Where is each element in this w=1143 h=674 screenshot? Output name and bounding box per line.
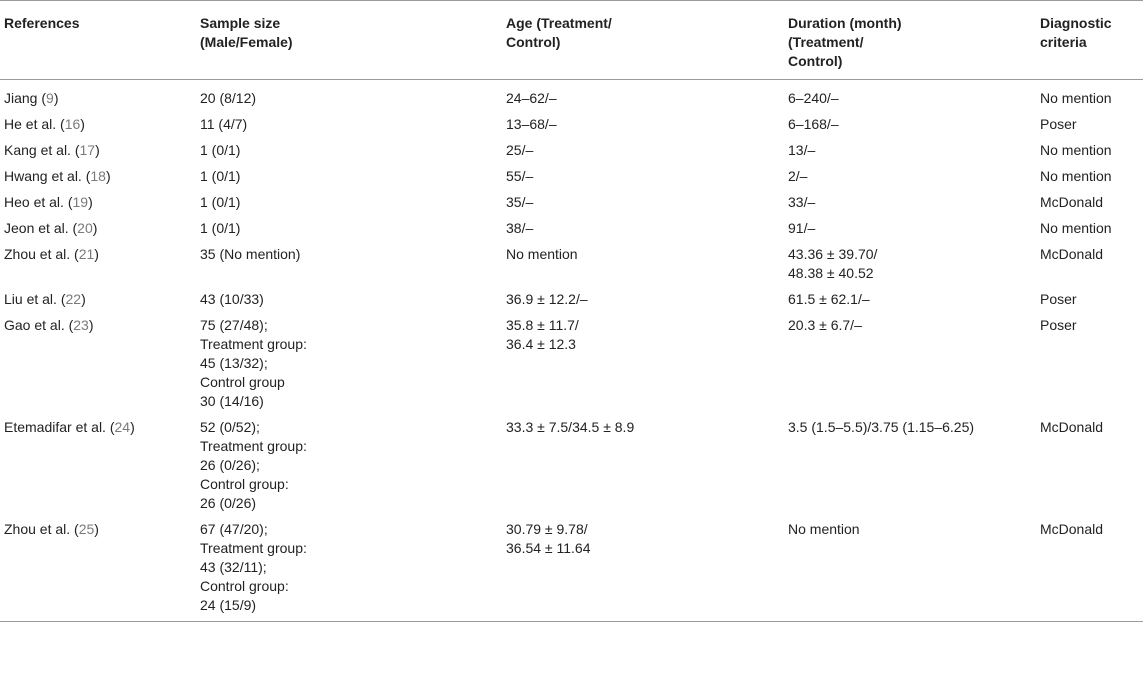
header-diagnostic-criteria bbox=[1036, 1, 1143, 80]
cell-duration bbox=[784, 112, 1036, 138]
reference-citation-link[interactable]: 16 bbox=[64, 116, 81, 132]
cell-diagnostic-criteria: No mention bbox=[1040, 168, 1112, 184]
reference-citation-link[interactable]: 22 bbox=[65, 291, 82, 307]
reference-citation-link[interactable]: 20 bbox=[77, 220, 93, 236]
cell-age bbox=[502, 216, 784, 242]
cell-age-line: 55/– bbox=[506, 168, 534, 184]
header-line: Control) bbox=[506, 34, 561, 50]
cell-duration bbox=[784, 164, 1036, 190]
cell-age-line: 38/– bbox=[506, 220, 534, 236]
cell-age-line: 24–62/– bbox=[506, 90, 557, 106]
cell-sample-size bbox=[196, 164, 502, 190]
reference-citation-link[interactable]: 18 bbox=[90, 168, 106, 184]
reference-citation-link[interactable]: 9 bbox=[46, 90, 54, 106]
cell-reference bbox=[0, 216, 196, 242]
cell-duration bbox=[784, 287, 1036, 313]
table-body bbox=[0, 80, 1143, 622]
cell-sample-size bbox=[196, 415, 502, 517]
cell-sample-size-line: Treatment group: bbox=[200, 336, 307, 352]
cell-sample-size bbox=[196, 80, 502, 112]
cell-duration bbox=[784, 242, 1036, 287]
header-line: (Treatment/ bbox=[788, 34, 864, 50]
header-line: criteria bbox=[1040, 34, 1087, 50]
reference-citation-link[interactable]: 17 bbox=[79, 142, 96, 158]
reference-author: Hwang et al. ( bbox=[4, 168, 91, 184]
header-line: References bbox=[4, 15, 80, 31]
table-row bbox=[0, 242, 1143, 287]
reference-citation-link[interactable]: 21 bbox=[78, 246, 95, 262]
cell-duration-line: No mention bbox=[788, 521, 860, 537]
reference-close-paren: ) bbox=[88, 194, 93, 210]
reference-close-paren: ) bbox=[81, 291, 86, 307]
reference-citation-link[interactable]: 25 bbox=[78, 521, 95, 537]
cell-reference bbox=[0, 190, 196, 216]
reference-author: Etemadifar et al. ( bbox=[4, 419, 115, 435]
reference-close-paren: ) bbox=[88, 317, 94, 333]
cell-sample-size-line: Control group bbox=[200, 374, 285, 390]
cell-duration bbox=[784, 80, 1036, 112]
cell-sample-size-line: 75 (27/48); bbox=[200, 317, 268, 333]
cell-duration-line: 13/– bbox=[788, 142, 816, 158]
table-row bbox=[0, 415, 1143, 517]
cell-diagnostic-criteria: No mention bbox=[1040, 142, 1112, 158]
cell-sample-size-line: 30 (14/16) bbox=[200, 393, 264, 409]
cell-age-line: No mention bbox=[506, 246, 578, 262]
cell-age-line: 35/– bbox=[506, 194, 534, 210]
reference-close-paren: ) bbox=[53, 90, 59, 106]
cell-age-line: 25/– bbox=[506, 142, 534, 158]
reference-author: Jeon et al. ( bbox=[4, 220, 78, 236]
header-line: Sample size bbox=[200, 15, 281, 31]
table-row bbox=[0, 112, 1143, 138]
reference-author: Jiang ( bbox=[4, 90, 47, 106]
cell-sample-size-line: 52 (0/52); bbox=[200, 419, 260, 435]
cell-reference bbox=[0, 517, 196, 622]
table-row bbox=[0, 216, 1143, 242]
cell-sample-size bbox=[196, 242, 502, 287]
cell-sample-size-line: 1 (0/1) bbox=[200, 168, 241, 184]
table-row bbox=[0, 517, 1143, 622]
cell-reference bbox=[0, 80, 196, 112]
cell-diagnostic-criteria: No mention bbox=[1040, 90, 1112, 106]
cell-reference bbox=[0, 112, 196, 138]
cell-sample-size-line: 20 (8/12) bbox=[200, 90, 257, 106]
cell-age bbox=[502, 80, 784, 112]
cell-duration bbox=[784, 216, 1036, 242]
header-line: Control) bbox=[788, 53, 843, 69]
cell-sample-size-line: 24 (15/9) bbox=[200, 597, 257, 613]
cell-duration-line: 6–240/– bbox=[788, 90, 839, 106]
reference-close-paren: ) bbox=[80, 116, 85, 132]
cell-diagnostic-criteria: McDonald bbox=[1040, 246, 1104, 262]
cell-sample-size-line: Treatment group: bbox=[200, 438, 307, 454]
cell-sample-size bbox=[196, 190, 502, 216]
cell-duration-line: 48.38 ± 40.52 bbox=[788, 265, 874, 281]
cell-duration bbox=[784, 517, 1036, 622]
cell-age-line: 35.8 ± 11.7/ bbox=[506, 317, 579, 333]
cell-age bbox=[502, 287, 784, 313]
header-age bbox=[502, 1, 784, 80]
reference-author: Kang et al. ( bbox=[4, 142, 80, 158]
header-duration bbox=[784, 1, 1036, 80]
cell-sample-size bbox=[196, 313, 502, 415]
cell-duration-line: 2/– bbox=[788, 168, 808, 184]
cell-diagnostic-criteria: McDonald bbox=[1040, 194, 1104, 210]
cell-reference bbox=[0, 415, 196, 517]
cell-sample-size bbox=[196, 216, 502, 242]
cell-age-line: 30.79 ± 9.78/ bbox=[506, 521, 588, 537]
header-sample-size bbox=[196, 1, 502, 80]
cell-duration-line: 43.36 ± 39.70/ bbox=[788, 246, 878, 262]
reference-author: He et al. ( bbox=[4, 116, 65, 132]
table-row bbox=[0, 313, 1143, 415]
reference-close-paren: ) bbox=[94, 521, 99, 537]
table-row bbox=[0, 138, 1143, 164]
cell-duration-line: 61.5 ± 62.1/– bbox=[788, 291, 870, 307]
cell-diagnostic-criteria: McDonald bbox=[1036, 517, 1143, 622]
cell-diagnostic-criteria: No mention bbox=[1040, 220, 1112, 236]
cell-duration-line: 3.5 (1.5–5.5)/3.75 (1.15–6.25) bbox=[788, 419, 975, 435]
cell-duration-line: 91/– bbox=[788, 220, 816, 236]
cell-age bbox=[502, 415, 784, 517]
cell-diagnostic-criteria: Poser bbox=[1040, 116, 1077, 132]
reference-citation-link[interactable]: 23 bbox=[73, 317, 89, 333]
cell-diagnostic-criteria: Poser bbox=[1040, 291, 1077, 307]
reference-close-paren: ) bbox=[94, 246, 99, 262]
cell-sample-size-line: Treatment group: bbox=[200, 540, 307, 556]
cell-age bbox=[502, 112, 784, 138]
cell-sample-size-line: 11 (4/7) bbox=[200, 116, 248, 132]
cell-age-line: 36.4 ± 12.3 bbox=[506, 336, 576, 352]
header-line: (Male/Female) bbox=[200, 34, 293, 50]
table-header-row bbox=[0, 1, 1143, 80]
cell-reference bbox=[0, 242, 196, 287]
cell-reference bbox=[0, 287, 196, 313]
header-references bbox=[0, 1, 196, 80]
table-row bbox=[0, 80, 1143, 112]
cell-age bbox=[502, 190, 784, 216]
reference-citation-link[interactable]: 19 bbox=[72, 194, 89, 210]
header-line: Age (Treatment/ bbox=[506, 15, 612, 31]
cell-age-line: 33.3 ± 7.5/34.5 ± 8.9 bbox=[506, 419, 635, 435]
cell-sample-size-line: 43 (32/11); bbox=[200, 559, 267, 575]
reference-author: Zhou et al. ( bbox=[4, 246, 79, 262]
header-line: Diagnostic bbox=[1040, 15, 1112, 31]
reference-author: Zhou et al. ( bbox=[4, 521, 79, 537]
cell-sample-size-line: 1 (0/1) bbox=[200, 142, 241, 158]
cell-sample-size-line: 1 (0/1) bbox=[200, 194, 241, 210]
reference-author: Heo et al. ( bbox=[4, 194, 73, 210]
cell-duration bbox=[784, 138, 1036, 164]
cell-sample-size bbox=[196, 138, 502, 164]
cell-sample-size-line: 67 (47/20); bbox=[200, 521, 268, 537]
reference-close-paren: ) bbox=[105, 168, 111, 184]
cell-reference bbox=[0, 164, 196, 190]
cell-duration bbox=[784, 415, 1036, 517]
cell-sample-size-line: 26 (0/26); bbox=[200, 457, 260, 473]
cell-duration bbox=[784, 190, 1036, 216]
cell-sample-size bbox=[196, 517, 502, 622]
cell-age-line: 13–68/– bbox=[506, 116, 557, 132]
cell-sample-size bbox=[196, 287, 502, 313]
reference-author: Liu et al. ( bbox=[4, 291, 66, 307]
cell-sample-size-line: 35 (No mention) bbox=[200, 246, 301, 262]
cell-duration bbox=[784, 313, 1036, 415]
cell-age bbox=[502, 313, 784, 415]
cell-reference bbox=[0, 313, 196, 415]
table-header bbox=[0, 1, 1143, 80]
reference-close-paren: ) bbox=[130, 419, 135, 435]
cell-sample-size-line: 45 (13/32); bbox=[200, 355, 268, 371]
reference-close-paren: ) bbox=[92, 220, 98, 236]
cell-age bbox=[502, 164, 784, 190]
cell-sample-size-line: Control group: bbox=[200, 578, 289, 594]
header-line: Duration (month) bbox=[788, 15, 902, 31]
reference-citation-link[interactable]: 24 bbox=[114, 419, 131, 435]
cell-age bbox=[502, 242, 784, 287]
cell-age bbox=[502, 138, 784, 164]
table-row bbox=[0, 164, 1143, 190]
table-row bbox=[0, 287, 1143, 313]
cell-sample-size-line: 43 (10/33) bbox=[200, 291, 264, 307]
table-row bbox=[0, 190, 1143, 216]
cell-sample-size-line: 1 (0/1) bbox=[200, 220, 241, 236]
cell-duration-line: 6–168/– bbox=[788, 116, 839, 132]
cell-sample-size-line: Control group: bbox=[200, 476, 289, 492]
cell-sample-size-line: 26 (0/26) bbox=[200, 495, 257, 511]
reference-close-paren: ) bbox=[95, 142, 100, 158]
cell-reference bbox=[0, 138, 196, 164]
cell-sample-size bbox=[196, 112, 502, 138]
cell-diagnostic-criteria: McDonald bbox=[1040, 419, 1104, 435]
cell-age-line: 36.9 ± 12.2/– bbox=[506, 291, 588, 307]
cell-duration-line: 20.3 ± 6.7/– bbox=[788, 317, 862, 333]
cell-age bbox=[502, 517, 784, 622]
cell-diagnostic-criteria: Poser bbox=[1040, 317, 1077, 333]
reference-author: Gao et al. ( bbox=[4, 317, 74, 333]
cell-age-line: 36.54 ± 11.64 bbox=[506, 540, 591, 556]
cell-duration-line: 33/– bbox=[788, 194, 816, 210]
